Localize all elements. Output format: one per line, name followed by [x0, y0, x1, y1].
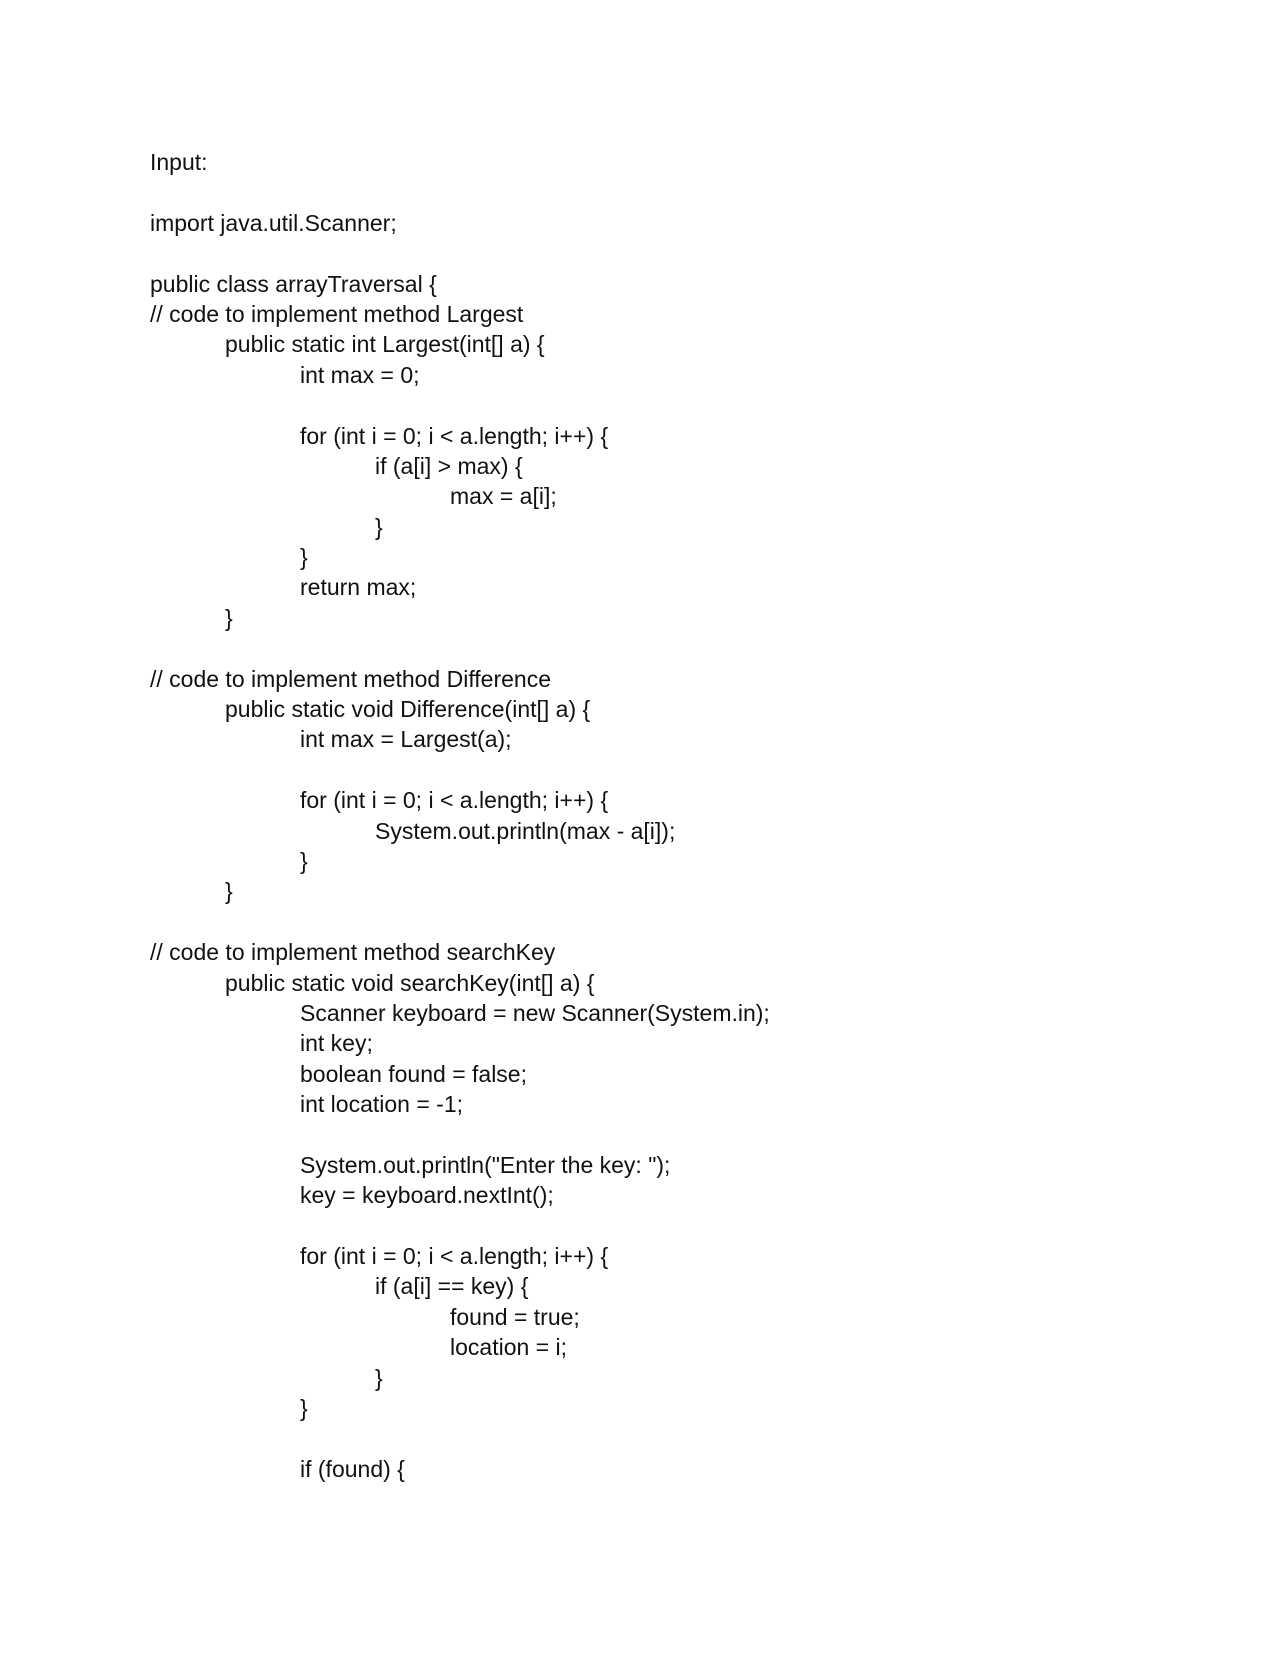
code-line: public static void searchKey(int[] a) {	[225, 969, 595, 996]
code-line: if (found) {	[300, 1455, 405, 1482]
code-line: // code to implement method searchKey	[150, 939, 556, 966]
code-line: }	[375, 1364, 383, 1391]
blank-line	[150, 633, 770, 663]
blank-line	[150, 755, 770, 785]
blank-line	[150, 1211, 770, 1241]
code-line: int location = -1;	[300, 1091, 464, 1118]
code-line: location = i;	[450, 1334, 567, 1361]
blank-line	[150, 1423, 770, 1453]
blank-line	[150, 1120, 770, 1150]
blank-line	[150, 177, 770, 207]
code-line: import java.util.Scanner;	[150, 209, 397, 236]
code-listing	[150, 147, 770, 1484]
code-line: max = a[i];	[450, 483, 557, 510]
code-line: // code to implement method Difference	[150, 665, 552, 692]
code-line: public class arrayTraversal {	[150, 270, 437, 297]
code-line: for (int i = 0; i < a.length; i++) {	[300, 422, 609, 449]
blank-line	[150, 390, 770, 420]
code-line: int key;	[300, 1030, 373, 1057]
code-line: public static void Difference(int[] a) {	[225, 696, 591, 723]
code-line: }	[300, 847, 308, 874]
code-line: for (int i = 0; i < a.length; i++) {	[300, 787, 609, 814]
code-line: boolean found = false;	[300, 1060, 527, 1087]
code-line: if (a[i] == key) {	[375, 1273, 529, 1300]
blank-line	[150, 238, 770, 268]
code-line: if (a[i] > max) {	[375, 452, 523, 479]
code-line: System.out.println("Enter the key: ");	[300, 1151, 671, 1178]
code-line: }	[300, 1395, 308, 1422]
code-line: int max = Largest(a);	[300, 726, 512, 753]
code-line: found = true;	[450, 1303, 580, 1330]
code-line: }	[375, 513, 383, 540]
code-line: // code to implement method Largest	[150, 300, 524, 327]
code-line: for (int i = 0; i < a.length; i++) {	[300, 1243, 609, 1270]
code-line: Scanner keyboard = new Scanner(System.in);	[300, 999, 770, 1026]
code-line: }	[225, 604, 233, 631]
code-line: return max;	[300, 574, 417, 601]
code-line: }	[225, 878, 233, 905]
code-line: System.out.println(max - a[i]);	[375, 817, 676, 844]
blank-line	[150, 907, 770, 937]
code-line: key = keyboard.nextInt();	[300, 1182, 554, 1209]
code-line: }	[300, 544, 308, 571]
code-line: Input:	[150, 149, 208, 175]
code-line: int max = 0;	[300, 361, 420, 388]
code-line: public static int Largest(int[] a) {	[225, 331, 545, 358]
